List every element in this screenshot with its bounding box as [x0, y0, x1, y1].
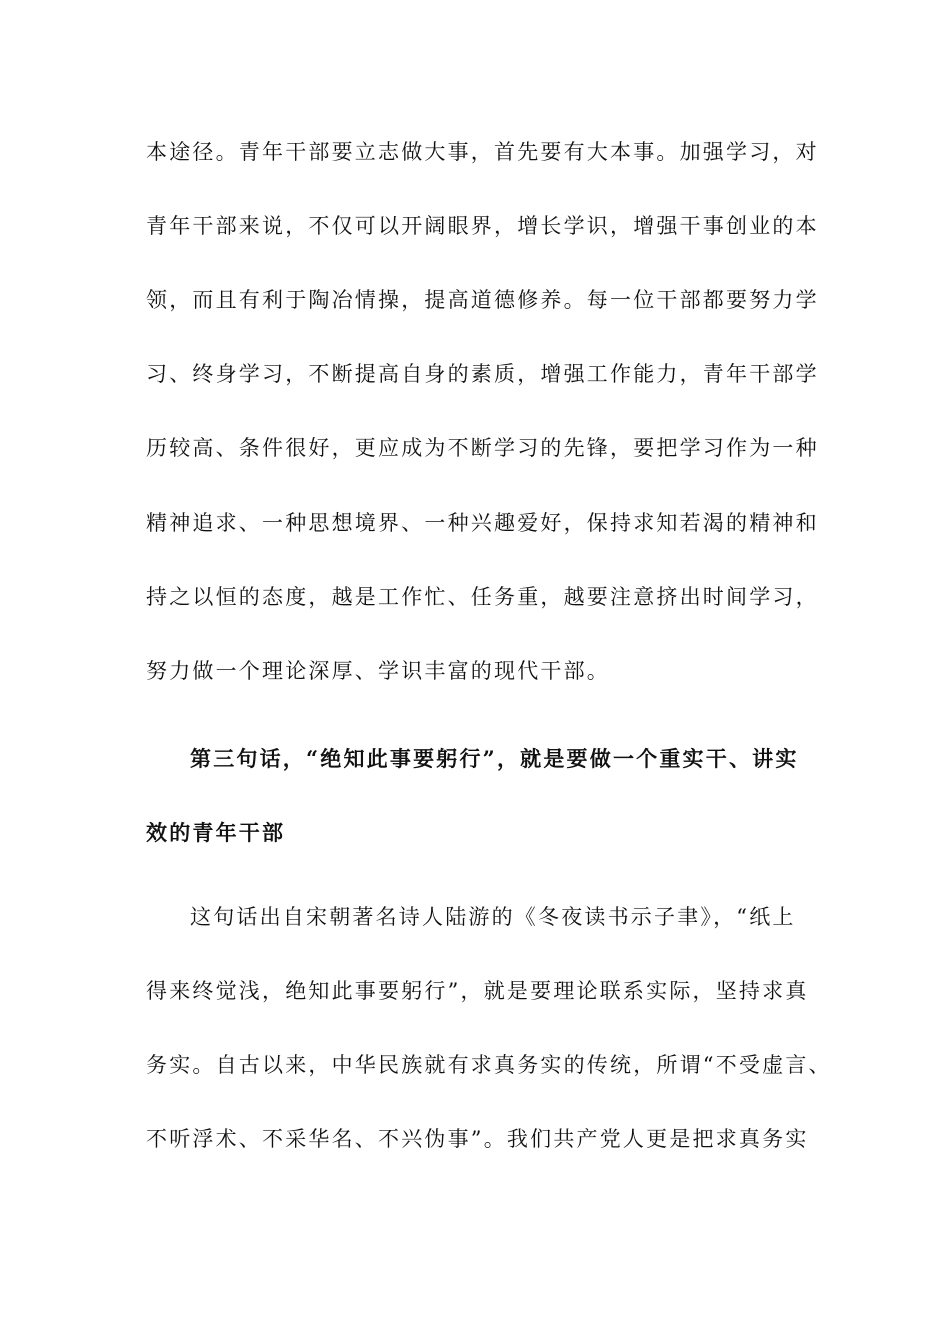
heading-line: 第三句话，“绝知此事要躬行”，就是要做一个重实干、讲实 — [190, 746, 799, 771]
text-line: 历较高、条件很好，更应成为不断学习的先锋，要把学习作为一种 — [146, 436, 819, 460]
text-line: 持之以恒的态度，越是工作忙、任务重，越要注意挤出时间学习， — [146, 585, 819, 609]
text-line: 这句话出自宋朝著名诗人陆游的《冬夜读书示子聿》，“纸上 — [190, 905, 796, 929]
heading-line: 效的青年干部 — [146, 820, 286, 845]
text-line: 不听浮术、不采华名、不兴伪事”。我们共产党人更是把求真务实 — [146, 1127, 809, 1151]
text-line: 得来终觉浅，绝知此事要躬行”，就是要理论联系实际，坚持求真 — [146, 979, 809, 1003]
text-line: 精神追求、一种思想境界、一种兴趣爱好，保持求知若渴的精神和 — [146, 511, 819, 535]
text-line: 务实。自古以来，中华民族就有求真务实的传统，所谓“不受虚言、 — [146, 1053, 832, 1077]
text-line: 领，而且有利于陶冶情操，提高道德修养。每一位干部都要努力学 — [146, 288, 819, 312]
text-line: 青年干部来说，不仅可以开阔眼界，增长学识，增强干事创业的本 — [146, 214, 819, 238]
text-line: 努力做一个理论深厚、学识丰富的现代干部。 — [146, 659, 610, 683]
text-line: 本途径。青年干部要立志做大事，首先要有大本事。加强学习，对 — [146, 140, 819, 164]
text-line: 习、终身学习，不断提高自身的素质，增强工作能力，青年干部学 — [146, 362, 819, 386]
